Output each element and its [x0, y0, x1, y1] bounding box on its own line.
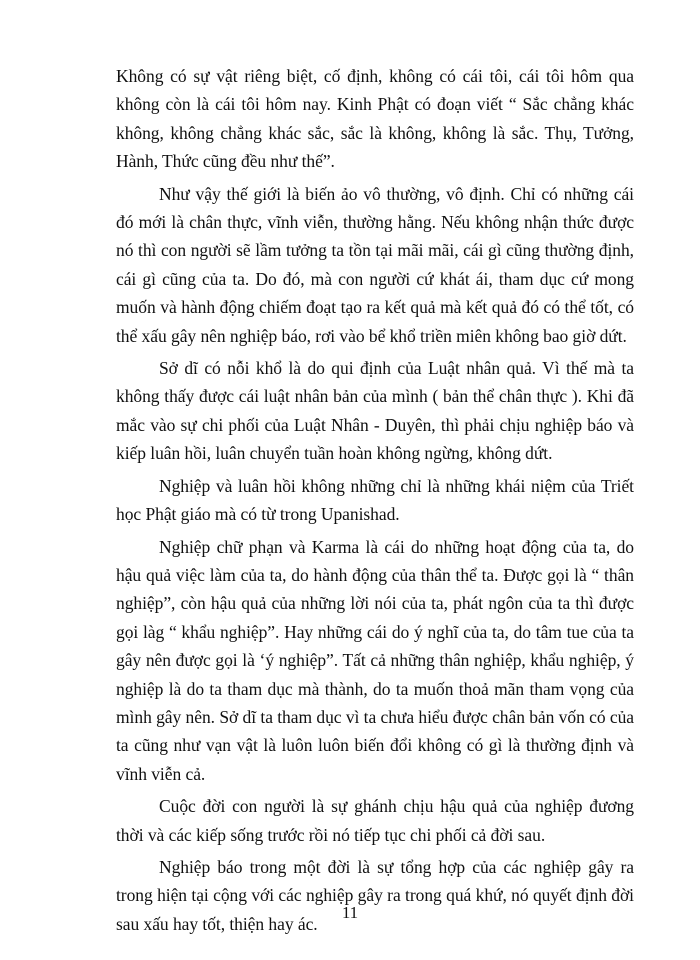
paragraph-1: Không có sự vật riêng biệt, cố định, không có cái tôi, cái tôi hôm qua không còn là cái tôi hôm nay. Kinh Phật có đoạn viết “ Sắc chẳng khác không, không chẳng khác sắc, sắc là không, không là sắc. Thụ, Tưởng, Hành, Thức cũng đều như thế”. [116, 66, 634, 172]
body-text [116, 62, 634, 942]
paragraph-4: Nghiệp và luân hồi không những chỉ là những khái niệm của Triết học Phật giáo mà có từ trong Upanishad. [116, 475, 634, 525]
page-number: 11 [341, 903, 359, 922]
paragraph-7: Nghiệp báo trong một đời là sự tổng hợp của các nghiệp gây ra trong hiện tại cộng với các nghiệp gây ra trong quá khứ, nó quyết định đời sau xấu hay tốt, thiện hay ác. [116, 856, 634, 934]
paragraph-6: Cuộc đời con người là sự ghánh chịu hậu quả của nghiệp đương thời và các kiếp sống trước rồi nó tiếp tục chi phối cả đời sau. [116, 796, 634, 845]
paragraph-5: Nghiệp chữ phạn và Karma là cái do những hoạt động của ta, do hậu quả việc làm của ta, do hành động của thân thể ta. Được gọi là “ thân nghiệp”, còn hậu quả của những lời nói của ta, phát ngôn của ta thì được gọi làg “ khẩu nghiệp”. Hay những cái do ý nghĩ của ta, do tâm tue của ta gây nên được gọi là ‘ý nghiệp”. Tất cả những thân nghiệp, khẩu nghiệp, ý nghiệp là do ta tham dục mà thành, do ta muốn thoả mãn tham vọng của mình gây nên. Sở dĩ ta tham dục vì ta chưa hiểu được chân bản vốn có của ta cũng như vạn vật là luôn luôn biến đổi không có gì là thường định và vĩnh viễn cả. [116, 536, 634, 784]
paragraph-2: Như vậy thế giới là biến ảo vô thường, vô định. Chỉ có những cái đó mới là chân thực, vĩnh viễn, thường hằng. Nếu không nhận thức được nó thì con người sẽ lầm tưởng ta tồn tại mãi mãi, cái gì cũng thường định, cái gì cũng của ta. Do đó, mà con người cứ khát ái, tham dục cứ mong muốn và hành động chiếm đoạt tạo ra kết quả mà kết quả đó có thể tốt, có thể xấu gây nên nghiệp báo, rơi vào bể khổ triền miên không bao giờ dứt. [116, 183, 634, 346]
paragraph-3: Sở dĩ có nỗi khổ là do qui định của Luật nhân quả. Vì thế mà ta không thấy được cái luật nhân bản của mình ( bản thể chân thực ). Khi đã mắc vào sự chi phối của Luật Nhân - Duyên, thì phải chịu nghiệp báo và kiếp luân hồi, luân chuyển tuần hoàn không ngừng, không dứt. [116, 358, 634, 464]
